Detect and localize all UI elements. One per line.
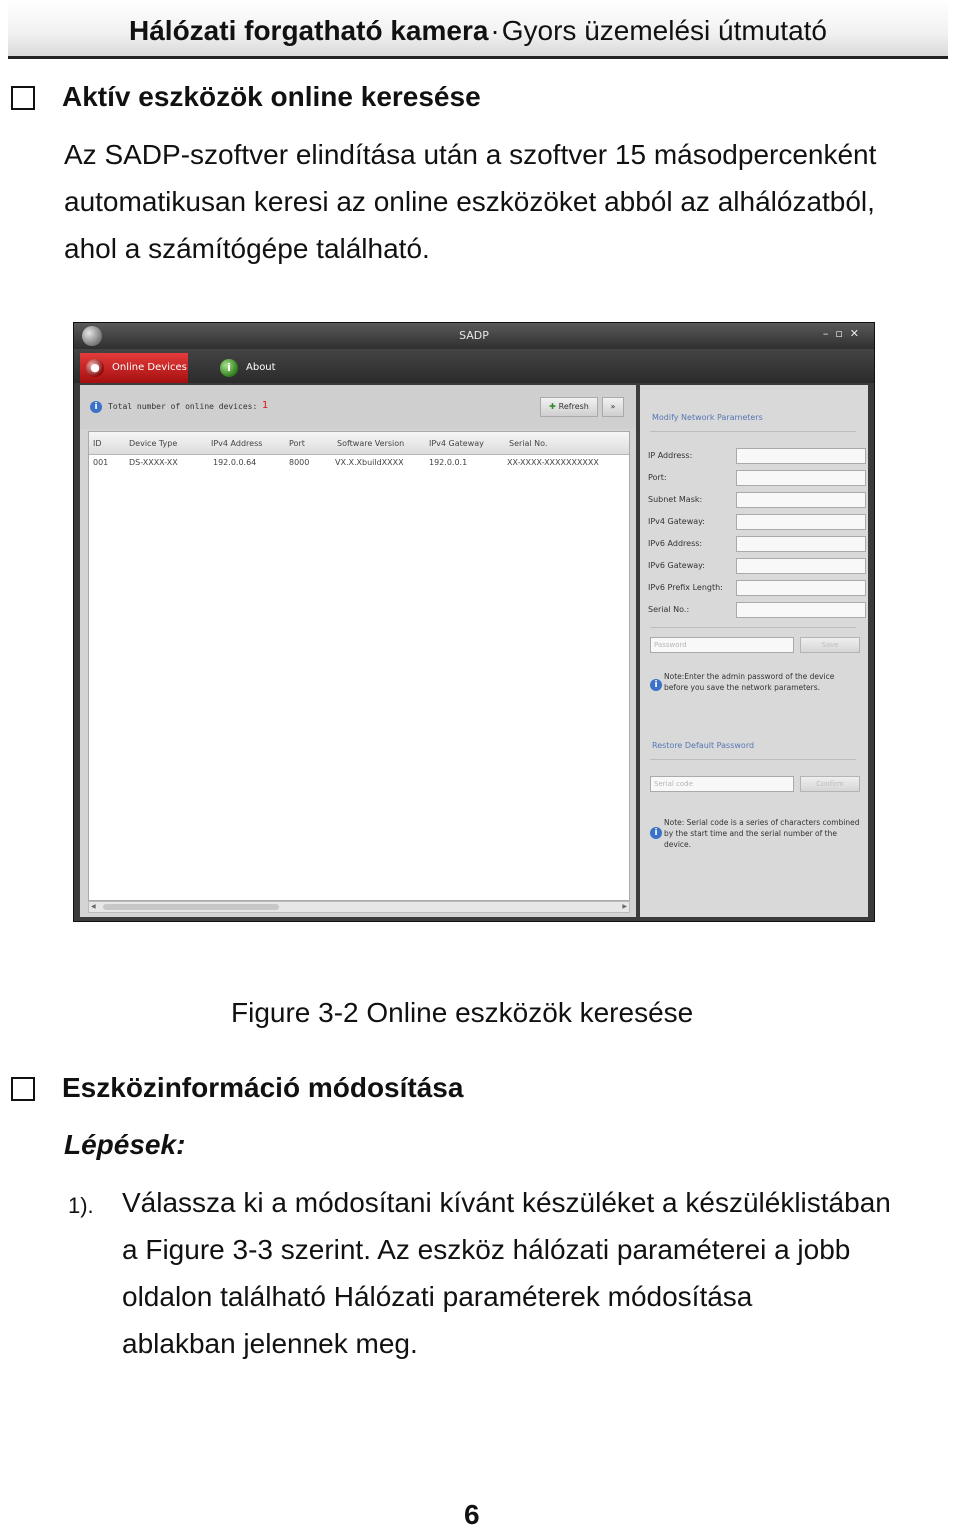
section1-heading: Aktív eszközök online keresése — [62, 81, 481, 112]
subnet-mask-field[interactable] — [736, 492, 866, 508]
modify-network-parameters-panel — [640, 385, 868, 917]
field-label-subnet-mask: Subnet Mask: — [648, 495, 703, 504]
field-label-ipv6-prefix-length: IPv6 Prefix Length: — [648, 583, 723, 592]
cell-ipv4-gateway: 192.0.0.1 — [429, 458, 468, 467]
scrollbar-thumb[interactable] — [103, 904, 279, 910]
step-number: 1). — [68, 1193, 94, 1218]
ipv6-gateway-field[interactable] — [736, 558, 866, 574]
refresh-label: Refresh — [558, 402, 589, 411]
column-header-port[interactable]: Port — [289, 439, 305, 448]
column-header-id[interactable]: ID — [93, 439, 102, 448]
horizontal-scrollbar[interactable] — [88, 901, 630, 913]
step-text — [122, 1179, 891, 1367]
divider — [650, 627, 856, 628]
cell-device-type: DS-XXXX-XX — [129, 458, 178, 467]
refresh-icon: ✚ — [549, 402, 559, 411]
paragraph-line: Az SADP-szoftver elindítása után a szoftver 15 másodpercenként — [64, 139, 877, 170]
window-controls-icon[interactable]: –▫✕ — [822, 327, 866, 340]
section2-checkbox-icon — [11, 1077, 35, 1101]
table-row[interactable] — [89, 455, 629, 471]
paragraph-line: ahol a számítógépe található. — [64, 233, 430, 264]
cell-port: 8000 — [289, 458, 310, 467]
ipv6-prefix-length-field[interactable] — [736, 580, 866, 596]
section1-paragraph — [64, 131, 876, 272]
step-line: a Figure 3-3 szerint. Az eszköz hálózati paraméterei a jobb — [122, 1234, 851, 1265]
serial-no-field[interactable] — [736, 602, 866, 618]
section1-checkbox-icon — [11, 86, 35, 110]
scroll-right-icon[interactable]: ▶ — [622, 903, 627, 910]
step-line: oldalon található Hálózati paraméterek módosítása — [122, 1281, 753, 1312]
tab-label: About — [246, 362, 276, 373]
column-header-software-version[interactable]: Software Version — [337, 439, 405, 448]
password-input[interactable]: Password — [650, 637, 794, 653]
step-line: Válassza ki a módosítani kívánt készüléket a készüléklistában — [122, 1187, 891, 1218]
ipv4-gateway-field[interactable] — [736, 514, 866, 530]
info-icon: i — [650, 827, 662, 839]
cell-serial-no: XX-XXXX-XXXXXXXXXX — [507, 458, 599, 467]
total-devices-count: 1 — [262, 400, 269, 411]
column-header-device-type[interactable]: Device Type — [129, 439, 178, 448]
serial-code-note: Note: Serial code is a series of characters combined by the start time and the serial number of the device. — [664, 818, 860, 849]
column-header-ipv4-gateway[interactable]: IPv4 Gateway — [429, 439, 484, 448]
column-header-ipv4-address[interactable]: IPv4 Address — [211, 439, 263, 448]
info-icon: i — [90, 401, 102, 413]
info-icon: i — [220, 359, 238, 377]
cell-id: 001 — [93, 458, 109, 467]
step-line: ablakban jelennek meg. — [122, 1328, 418, 1359]
field-label-ipv4-gateway: IPv4 Gateway: — [648, 517, 706, 526]
tab-label: Online Devices — [112, 362, 187, 373]
window-titlebar — [74, 323, 874, 349]
save-button[interactable]: Save — [800, 637, 860, 653]
password-note: Note:Enter the admin password of the device before you save the network parameters. — [664, 672, 835, 692]
cell-software-version: VX.X.XbuildXXXX — [335, 458, 404, 467]
serial-code-input[interactable]: Serial code — [650, 776, 794, 792]
device-table-header — [89, 432, 629, 455]
field-label-ip-address: IP Address: — [648, 451, 693, 460]
section2-heading: Eszközinformáció módosítása — [62, 1072, 464, 1103]
field-label-ipv6-gateway: IPv6 Gateway: — [648, 561, 706, 570]
online-devices-icon: ● — [86, 359, 104, 377]
paragraph-line: automatikusan keresi az online eszközöket abból az alhálózatból, — [64, 186, 875, 217]
device-table — [88, 431, 630, 901]
window-title: SADP — [459, 329, 489, 342]
tab-bar — [74, 349, 874, 383]
tab-online-devices[interactable] — [80, 353, 188, 383]
ip-address-field[interactable] — [736, 448, 866, 464]
divider — [650, 759, 856, 760]
restore-password-heading: Restore Default Password — [652, 741, 755, 750]
figure-caption: Figure 3-2 Online eszközök keresése — [231, 997, 694, 1028]
device-list-pane — [80, 385, 636, 917]
confirm-button[interactable]: Confirm — [800, 776, 860, 792]
header-title-bold: Hálózati forgatható kamera — [129, 15, 489, 46]
expand-button[interactable]: » — [602, 397, 624, 417]
column-header-serial-no[interactable]: Serial No. — [509, 439, 548, 448]
modify-network-heading: Modify Network Parameters — [652, 413, 763, 422]
device-list-toolbar — [80, 385, 636, 429]
port-field[interactable] — [736, 470, 866, 486]
scroll-left-icon[interactable]: ◀ — [91, 903, 96, 910]
info-icon: i — [650, 679, 662, 691]
tab-about[interactable] — [214, 353, 284, 383]
field-label-ipv6-address: IPv6 Address: — [648, 539, 703, 548]
cell-ipv4-address: 192.0.0.64 — [213, 458, 257, 467]
page-number: 6 — [464, 1499, 480, 1530]
steps-label: Lépések: — [64, 1129, 186, 1160]
header-title-rest: Gyors üzemelési útmutató — [501, 15, 827, 46]
field-label-port: Port: — [648, 473, 667, 482]
document-header — [8, 0, 948, 59]
divider — [650, 431, 856, 432]
header-separator: · — [490, 15, 500, 46]
field-label-serial-no: Serial No.: — [648, 605, 690, 614]
sadp-window-screenshot — [73, 322, 875, 922]
refresh-button[interactable] — [540, 397, 598, 417]
total-devices-label: Total number of online devices: — [108, 402, 258, 411]
ipv6-address-field[interactable] — [736, 536, 866, 552]
